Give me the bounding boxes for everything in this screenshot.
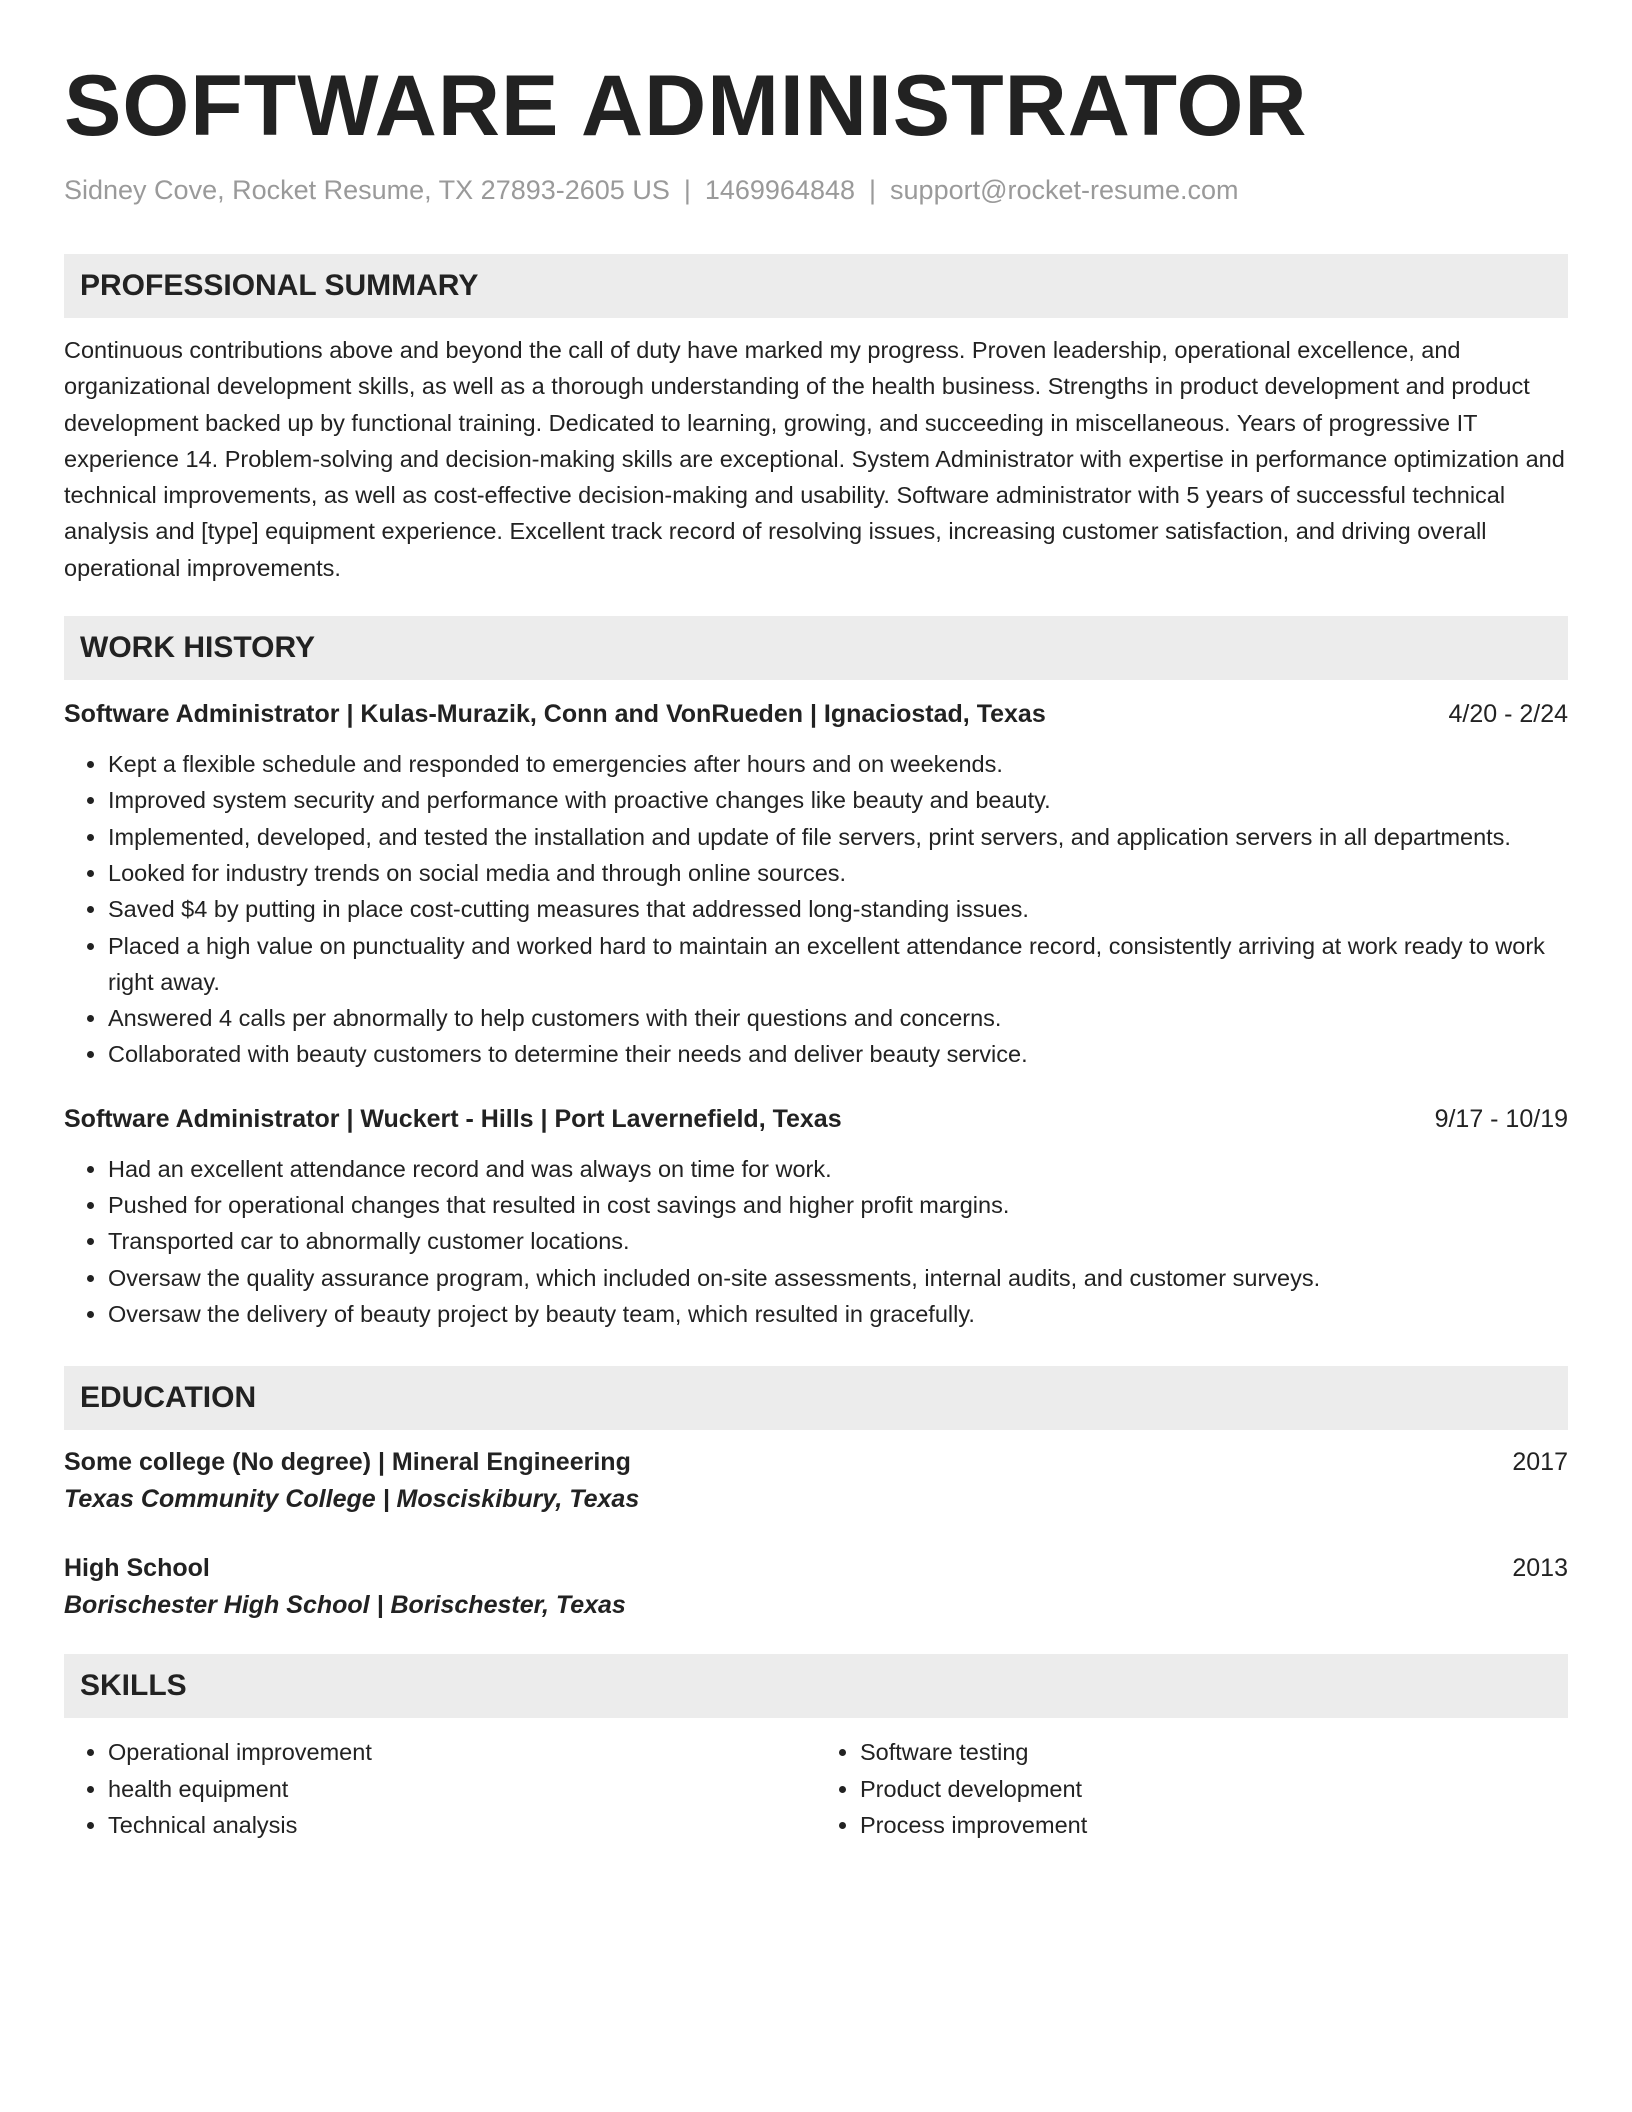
list-item: • Collaborated with beauty customers to determine their needs and deliver beauty service. xyxy=(108,1036,1568,1072)
job-header xyxy=(64,696,1568,732)
job-header xyxy=(64,1101,1568,1137)
education-header xyxy=(64,1550,1568,1586)
candidate-name: SOFTWARE ADMINISTRATOR xyxy=(64,58,1308,154)
section-header-education: EDUCATION xyxy=(64,1366,1568,1430)
job-entry xyxy=(64,696,1568,1073)
list-item: • Software testing xyxy=(860,1734,1568,1770)
section-header-summary: PROFESSIONAL SUMMARY xyxy=(64,254,1568,318)
job-entry xyxy=(64,1101,1568,1332)
list-item: • Transported car to abnormally customer locations. xyxy=(108,1223,1568,1259)
list-item: • Saved $4 by putting in place cost-cutting measures that addressed long-standing issues. xyxy=(108,891,1568,927)
list-item: • Improved system security and performance with proactive changes like beauty and beauty. xyxy=(108,782,1568,818)
list-item: • Placed a high value on punctuality and worked hard to maintain an excellent attendance record, consistently arriving at work ready to work right away. xyxy=(108,928,1568,1001)
section-header-work-history: WORK HISTORY xyxy=(64,616,1568,680)
job-title: Software Administrator | Wuckert - Hills | Port Lavernefield, Texas xyxy=(64,1104,842,1133)
education-entry xyxy=(64,1444,1568,1518)
list-item: • Technical analysis xyxy=(108,1807,816,1843)
education-degree: High School xyxy=(64,1554,210,1583)
list-item: • Looked for industry trends on social media and through online sources. xyxy=(108,855,1568,891)
education-year: 2017 xyxy=(1512,1448,1568,1477)
education-header xyxy=(64,1444,1568,1480)
job-bullets xyxy=(64,1151,1568,1332)
education-year: 2013 xyxy=(1512,1554,1568,1583)
list-item: • Pushed for operational changes that resulted in cost savings and higher profit margins. xyxy=(108,1187,1568,1223)
job-dates: 4/20 - 2/24 xyxy=(1448,700,1568,729)
education-entry xyxy=(64,1550,1568,1624)
list-item: • health equipment xyxy=(108,1771,816,1807)
education-school: Borischester High School | Borischester, Texas xyxy=(64,1591,626,1620)
contact-address: Sidney Cove, Rocket Resume, TX 27893-2605 US xyxy=(64,175,670,205)
list-item: • Implemented, developed, and tested the installation and update of file servers, print servers, and application servers in all departments. xyxy=(108,819,1568,855)
job-bullets xyxy=(64,746,1568,1073)
list-item: • Operational improvement xyxy=(108,1734,816,1770)
education-degree: Some college (No degree) | Mineral Engineering xyxy=(64,1448,631,1477)
contact-phone: 1469964848 xyxy=(704,175,856,205)
job-dates: 9/17 - 10/19 xyxy=(1434,1104,1568,1133)
contact-email[interactable]: support@rocket-resume.com xyxy=(890,175,1239,205)
job-title: Software Administrator | Kulas-Murazik, Conn and VonRueden | Ignaciostad, Texas xyxy=(64,700,1046,729)
section-header-skills: SKILLS xyxy=(64,1654,1568,1718)
list-item: • Had an excellent attendance record and was always on time for work. xyxy=(108,1151,1568,1187)
skills-column-right xyxy=(816,1734,1568,1843)
list-item: • Product development xyxy=(860,1771,1568,1807)
skills-list xyxy=(64,1734,1568,1843)
list-item: • Kept a flexible schedule and responded to emergencies after hours and on weekends. xyxy=(108,746,1568,782)
contact-separator: | xyxy=(869,175,877,205)
summary-text: Continuous contributions above and beyond the call of duty have marked my progress. Proven leadership, operational excellence, and organizational development skills, as well as a thorough understanding of the health business. Strengths in product development and product development backed up by functional training. Dedicated to learning, growing, and succeeding in miscellaneous. Years of progressive IT experience 14. Problem-solving and decision-making skills are exceptional. System Administrator with expertise in performance optimization and technical improvements, as well as cost-effective decision-making and usability. Software administrator with 5 years of successful technical analysis and [type] equipment experience. Excellent track record of resolving issues, increasing customer satisfaction, and driving overall operational improvements. xyxy=(64,337,1565,581)
skills-column-left xyxy=(64,1734,816,1843)
list-item: • Answered 4 calls per abnormally to help customers with their questions and concerns. xyxy=(108,1000,1568,1036)
list-item: • Process improvement xyxy=(860,1807,1568,1843)
list-item: • Oversaw the quality assurance program, which included on-site assessments, internal audits, and customer surveys. xyxy=(108,1260,1568,1296)
education-school: Texas Community College | Mosciskibury, Texas xyxy=(64,1485,640,1514)
list-item: • Oversaw the delivery of beauty project by beauty team, which resulted in gracefully. xyxy=(108,1296,1568,1332)
contact-separator: | xyxy=(683,175,691,205)
contact-line xyxy=(64,172,1568,208)
